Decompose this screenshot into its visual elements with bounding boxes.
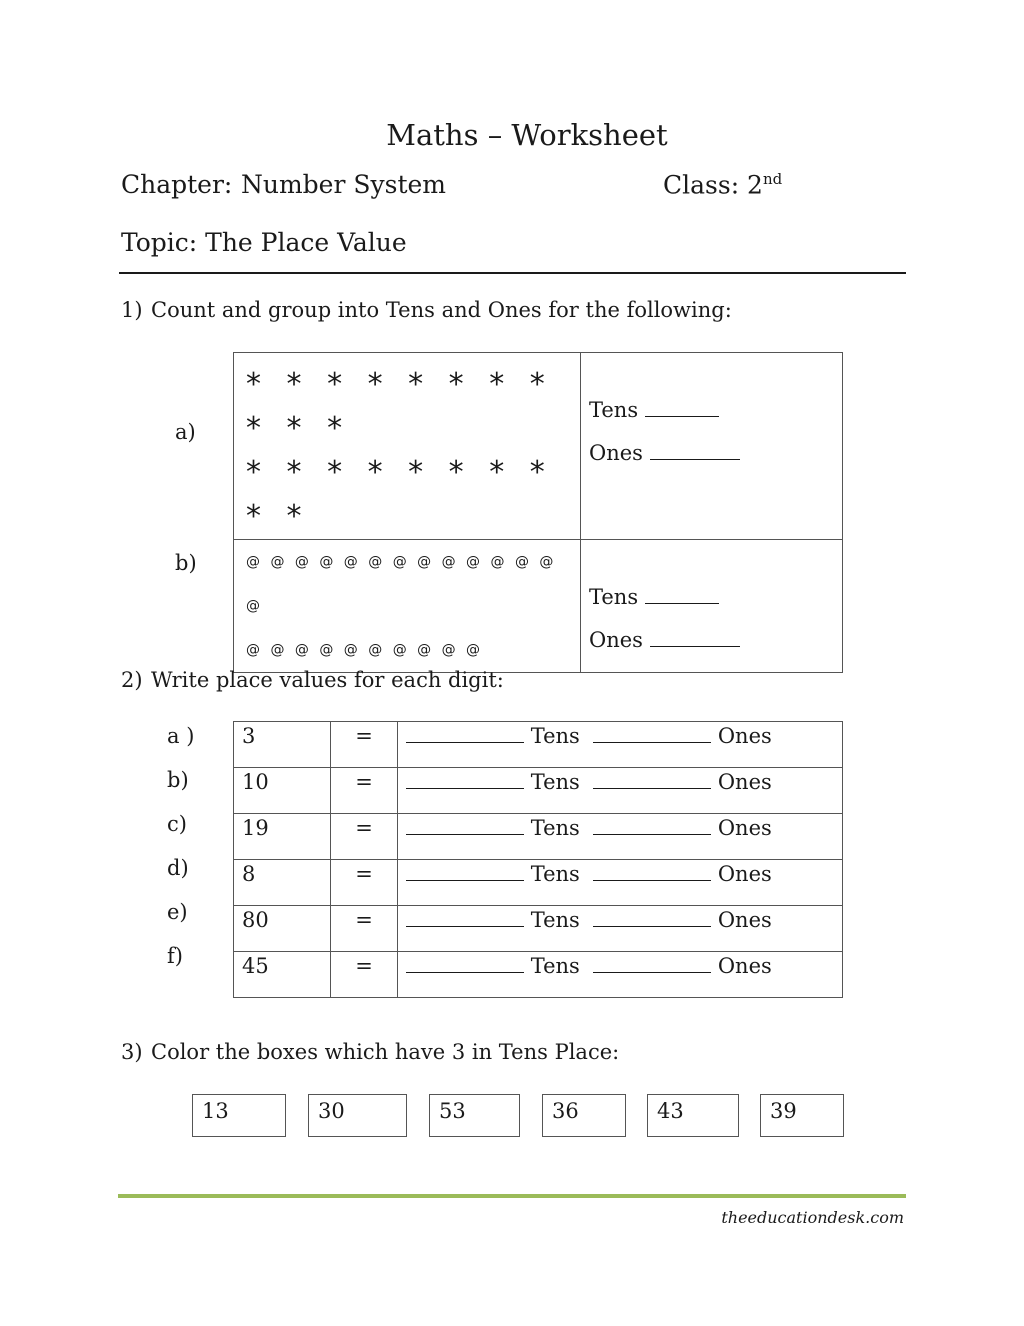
chapter-value: Number System bbox=[241, 170, 447, 199]
ones-blank[interactable] bbox=[593, 724, 711, 743]
ones-blank[interactable] bbox=[650, 441, 740, 460]
tens-label: Tens bbox=[530, 862, 580, 886]
tens-blank[interactable] bbox=[645, 585, 719, 604]
number-box[interactable]: 39 bbox=[760, 1094, 844, 1137]
ones-label: Ones bbox=[717, 816, 772, 840]
stars-row-2: * * * * * * * * * * bbox=[246, 455, 553, 534]
tens-blank[interactable] bbox=[406, 954, 524, 973]
q2-label-d: d) bbox=[167, 856, 189, 880]
class-info bbox=[663, 170, 782, 199]
table-row bbox=[234, 952, 843, 998]
q2-label-e: e) bbox=[167, 900, 188, 924]
ones-label: Ones bbox=[717, 724, 772, 748]
question-3-number: 3) bbox=[121, 1040, 143, 1064]
q2-value: 80 bbox=[234, 906, 331, 952]
table-row bbox=[234, 860, 843, 906]
q1-b-ones bbox=[581, 619, 842, 662]
q1-b-tens bbox=[581, 540, 842, 619]
tens-blank[interactable] bbox=[406, 770, 524, 789]
question-1 bbox=[121, 298, 732, 322]
question-1-number: 1) bbox=[121, 298, 143, 322]
q2-answer bbox=[398, 860, 843, 906]
tens-blank[interactable] bbox=[406, 816, 524, 835]
equals-sign: = bbox=[331, 768, 398, 814]
q1-item-b-figure bbox=[234, 540, 581, 673]
worksheet-title: Maths – Worksheet bbox=[386, 118, 668, 152]
q2-answer bbox=[398, 768, 843, 814]
q2-table bbox=[233, 721, 843, 998]
q2-value: 45 bbox=[234, 952, 331, 998]
tens-label: Tens bbox=[589, 398, 639, 422]
at-row-2: @ @ @ @ @ @ @ @ @ @ bbox=[246, 642, 484, 658]
equals-sign: = bbox=[331, 722, 398, 768]
table-row bbox=[234, 814, 843, 860]
number-box[interactable]: 30 bbox=[308, 1094, 407, 1137]
ones-blank[interactable] bbox=[593, 954, 711, 973]
tens-label: Tens bbox=[530, 724, 580, 748]
class-label: Class: 2 bbox=[663, 170, 763, 200]
class-superscript: nd bbox=[762, 170, 783, 188]
q2-label-a: a ) bbox=[167, 724, 195, 748]
ones-blank[interactable] bbox=[593, 862, 711, 881]
q2-label-b: b) bbox=[167, 768, 189, 792]
footer-divider bbox=[118, 1194, 906, 1198]
number-box[interactable]: 43 bbox=[647, 1094, 739, 1137]
q2-answer bbox=[398, 952, 843, 998]
q1-item-b-label: b) bbox=[175, 551, 197, 575]
question-2 bbox=[121, 668, 504, 692]
q2-answer bbox=[398, 906, 843, 952]
ones-label: Ones bbox=[589, 628, 643, 652]
topic-line: Topic: The Place Value bbox=[121, 228, 407, 257]
number-box[interactable]: 13 bbox=[192, 1094, 286, 1137]
tens-label: Tens bbox=[589, 585, 639, 609]
q2-answer bbox=[398, 722, 843, 768]
question-3 bbox=[121, 1040, 619, 1064]
equals-sign: = bbox=[331, 952, 398, 998]
question-2-prompt: Write place values for each digit: bbox=[151, 668, 504, 692]
stars-row-1: * * * * * * * * * * * bbox=[246, 367, 553, 446]
q1-item-a-answer bbox=[581, 353, 843, 540]
ones-label: Ones bbox=[717, 954, 772, 978]
q2-answer bbox=[398, 814, 843, 860]
tens-blank[interactable] bbox=[406, 908, 524, 927]
q1-item-b-answer bbox=[581, 540, 843, 673]
tens-label: Tens bbox=[530, 770, 580, 794]
header-divider bbox=[119, 272, 906, 274]
ones-blank[interactable] bbox=[593, 908, 711, 927]
tens-blank[interactable] bbox=[406, 724, 524, 743]
tens-label: Tens bbox=[530, 954, 580, 978]
equals-sign: = bbox=[331, 860, 398, 906]
question-1-prompt: Count and group into Tens and Ones for the following: bbox=[151, 298, 732, 322]
chapter-label: Chapter: bbox=[121, 170, 233, 199]
at-row-1: @ @ @ @ @ @ @ @ @ @ @ @ @ @ bbox=[246, 554, 557, 614]
q2-value: 19 bbox=[234, 814, 331, 860]
tens-label: Tens bbox=[530, 908, 580, 932]
number-box[interactable]: 36 bbox=[542, 1094, 626, 1137]
ones-blank[interactable] bbox=[593, 816, 711, 835]
number-box[interactable]: 53 bbox=[429, 1094, 520, 1137]
q1-item-a-label: a) bbox=[175, 420, 196, 444]
q1-table bbox=[233, 352, 843, 673]
equals-sign: = bbox=[331, 906, 398, 952]
table-row bbox=[234, 906, 843, 952]
tens-blank[interactable] bbox=[645, 398, 719, 417]
ones-label: Ones bbox=[717, 770, 772, 794]
tens-label: Tens bbox=[530, 816, 580, 840]
q2-value: 10 bbox=[234, 768, 331, 814]
q1-a-tens bbox=[581, 353, 842, 432]
ones-blank[interactable] bbox=[650, 628, 740, 647]
table-row bbox=[234, 722, 843, 768]
ones-blank[interactable] bbox=[593, 770, 711, 789]
ones-label: Ones bbox=[717, 862, 772, 886]
q2-label-f: f) bbox=[167, 944, 183, 968]
question-2-number: 2) bbox=[121, 668, 143, 692]
footer-site: theeducationdesk.com bbox=[721, 1208, 904, 1227]
ones-label: Ones bbox=[589, 441, 643, 465]
q1-a-ones bbox=[581, 432, 842, 475]
q2-label-c: c) bbox=[167, 812, 187, 836]
table-row bbox=[234, 768, 843, 814]
q2-value: 3 bbox=[234, 722, 331, 768]
question-3-prompt: Color the boxes which have 3 in Tens Place: bbox=[151, 1040, 620, 1064]
q2-value: 8 bbox=[234, 860, 331, 906]
ones-label: Ones bbox=[717, 908, 772, 932]
tens-blank[interactable] bbox=[406, 862, 524, 881]
q1-item-a-figure bbox=[234, 353, 581, 540]
equals-sign: = bbox=[331, 814, 398, 860]
